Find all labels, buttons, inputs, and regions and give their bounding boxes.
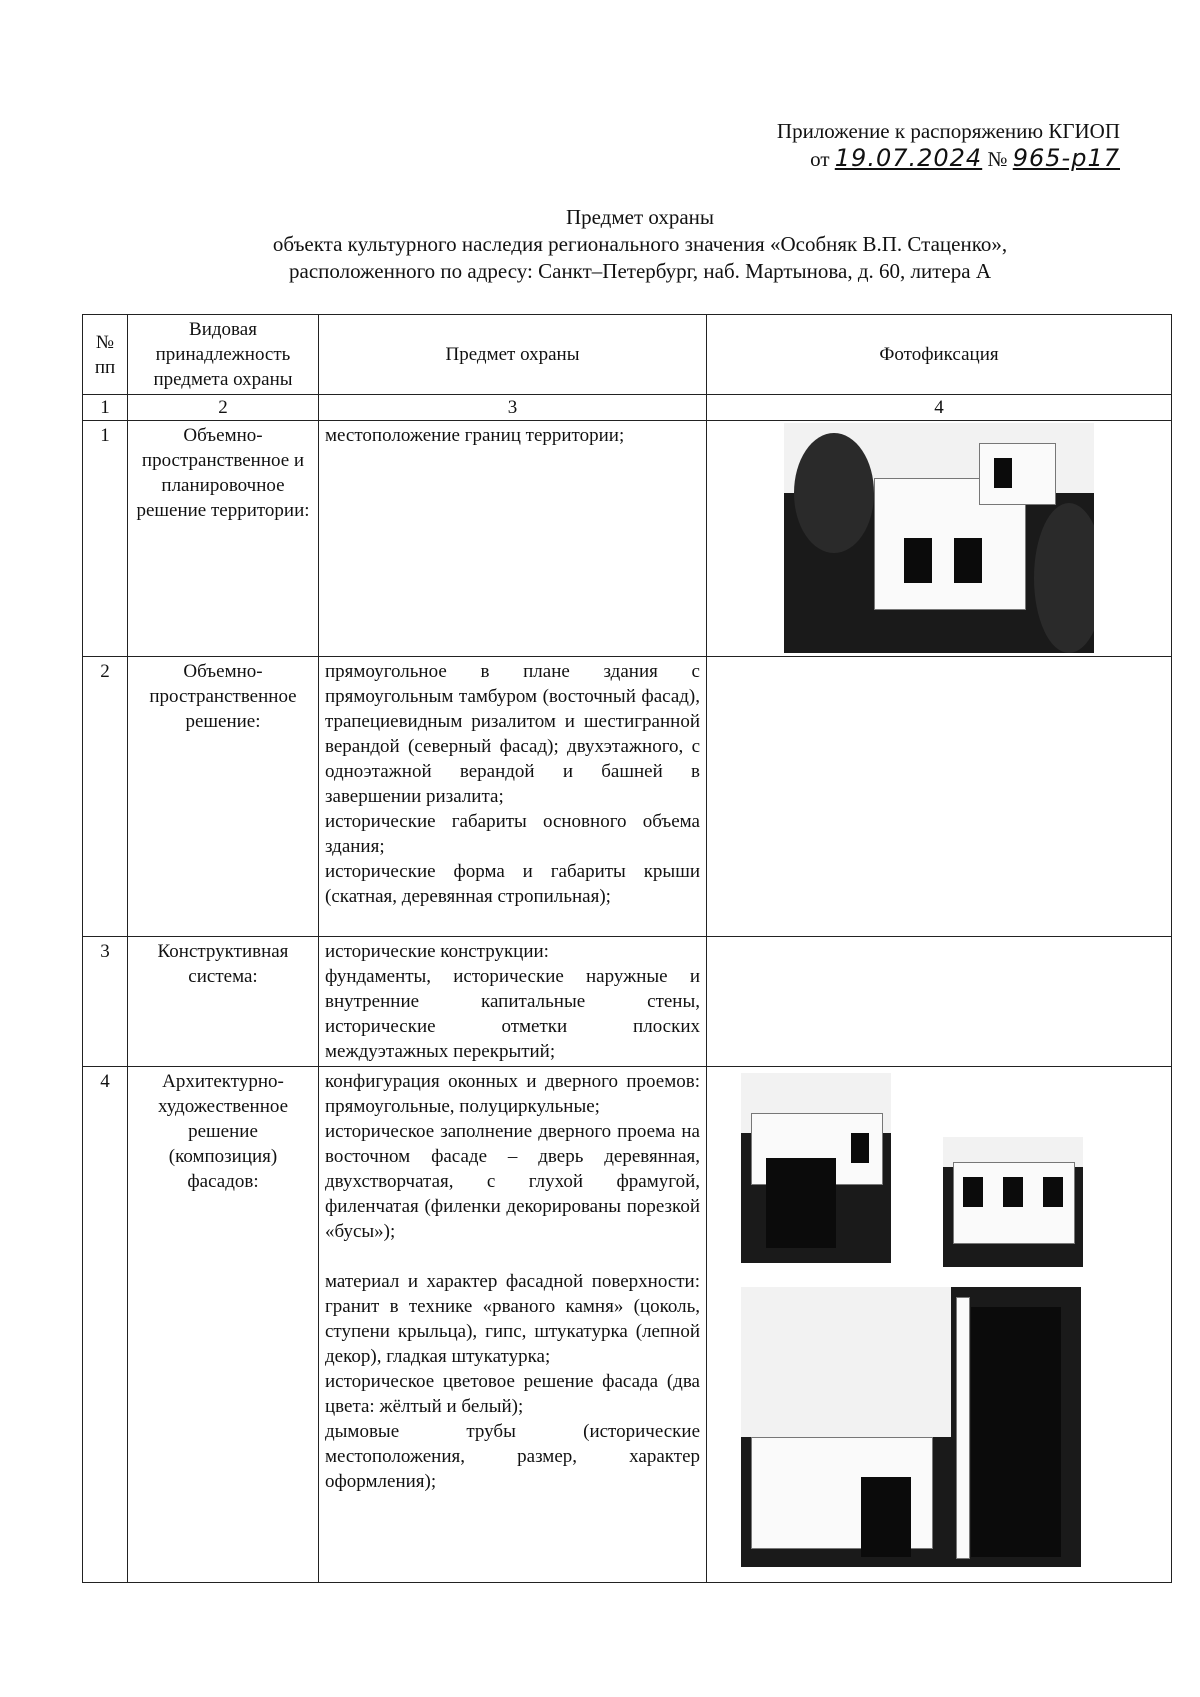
photo-cell <box>707 421 1172 657</box>
desc-item: исторические форма и габариты крыши (скатная, деревянная стропильная); <box>325 861 700 907</box>
row-desc <box>319 937 707 1067</box>
order-number: 965-р17 <box>1012 144 1120 172</box>
table-row <box>83 1067 1172 1583</box>
row-num: 2 <box>83 657 128 937</box>
photo-cell <box>707 657 1172 937</box>
number-label: № <box>987 147 1008 171</box>
row-desc <box>319 657 707 937</box>
row-desc <box>319 421 707 657</box>
photo-cell <box>707 1067 1172 1583</box>
row-num: 4 <box>83 1067 128 1583</box>
header-photo: Фотофиксация <box>707 315 1172 395</box>
title-line-1: Предмет охраны <box>565 205 715 229</box>
row-type: Объемно-пространственное и планировочное решение территории: <box>128 421 319 657</box>
header-subject: Предмет охраны <box>319 315 707 395</box>
desc-item: фундаменты, исторические наружные и внутренние капитальные стены, исторические отметки плоских междуэтажных перекрытий; <box>325 966 700 1062</box>
order-date: 19.07.2024 <box>834 144 983 172</box>
header-num: № пп <box>83 315 128 395</box>
desc-item: прямоугольное в плане здания с прямоугольным тамбуром (восточный фасад), трапециевидным ризалитом и шестигранной верандой (северный фасад); двухэтажного, с одноэтажной верандой и башней в завершении ризалита; <box>325 661 700 807</box>
header-row <box>83 315 1172 395</box>
row-num: 3 <box>83 937 128 1067</box>
desc-item: исторические габариты основного объема здания; <box>325 811 700 857</box>
desc-item: исторические конструкции: <box>325 941 549 962</box>
desc-item: материал и характер фасадной поверхности: гранит в технике «рваного камня» (цоколь, ступени крыльца), гипс, штукатурка (лепной декор), гладкая штукатурка; <box>325 1271 700 1367</box>
appendix-title: Приложение к распоряжению КГИОП <box>776 119 1120 143</box>
table-row <box>83 937 1172 1067</box>
order-reference <box>520 145 1120 173</box>
document-title <box>80 204 1200 285</box>
index-row <box>83 395 1172 421</box>
photo-cell <box>707 937 1172 1067</box>
index-cell: 3 <box>319 395 707 421</box>
table-row <box>83 421 1172 657</box>
appendix-header <box>520 118 1120 173</box>
index-cell: 1 <box>83 395 128 421</box>
facade-photo-3 <box>741 1287 1081 1567</box>
facade-photo-2 <box>943 1137 1083 1267</box>
row-num: 1 <box>83 421 128 657</box>
table-row <box>83 657 1172 937</box>
desc-item: историческое цветовое решение фасада (два цвета: жёлтый и белый); <box>325 1371 700 1417</box>
index-cell: 2 <box>128 395 319 421</box>
row-desc <box>319 1067 707 1583</box>
row-type: Конструктивная система: <box>128 937 319 1067</box>
title-line-3: расположенного по адресу: Санкт–Петербург, наб. Мартынова, д. 60, литера А <box>289 259 991 283</box>
desc-item: конфигурация оконных и дверного проемов: прямоугольные, полуциркульные; <box>325 1071 700 1117</box>
desc-item: историческое заполнение дверного проема на восточном фасаде – дверь деревянная, двухстворчатая, с глухой фрамугой, филенчатая (филенки декорированы порезкой «бусы»); <box>325 1121 700 1242</box>
row-type: Архитектурно-художественное решение (композиция) фасадов: <box>128 1067 319 1583</box>
index-cell: 4 <box>707 395 1172 421</box>
protection-table <box>82 314 1172 1583</box>
desc-item: дымовые трубы (исторические местоположения, размер, характер оформления); <box>325 1421 700 1492</box>
desc-item: местоположение границ территории; <box>325 425 625 446</box>
header-type: Видовая принадлежность предмета охраны <box>128 315 319 395</box>
building-photo <box>784 423 1094 653</box>
row-type: Объемно-пространственное решение: <box>128 657 319 937</box>
title-line-2: объекта культурного наследия регионального значения «Особняк В.П. Стаценко», <box>272 232 1008 256</box>
facade-photo-1 <box>741 1073 891 1263</box>
from-label: от <box>810 147 830 171</box>
